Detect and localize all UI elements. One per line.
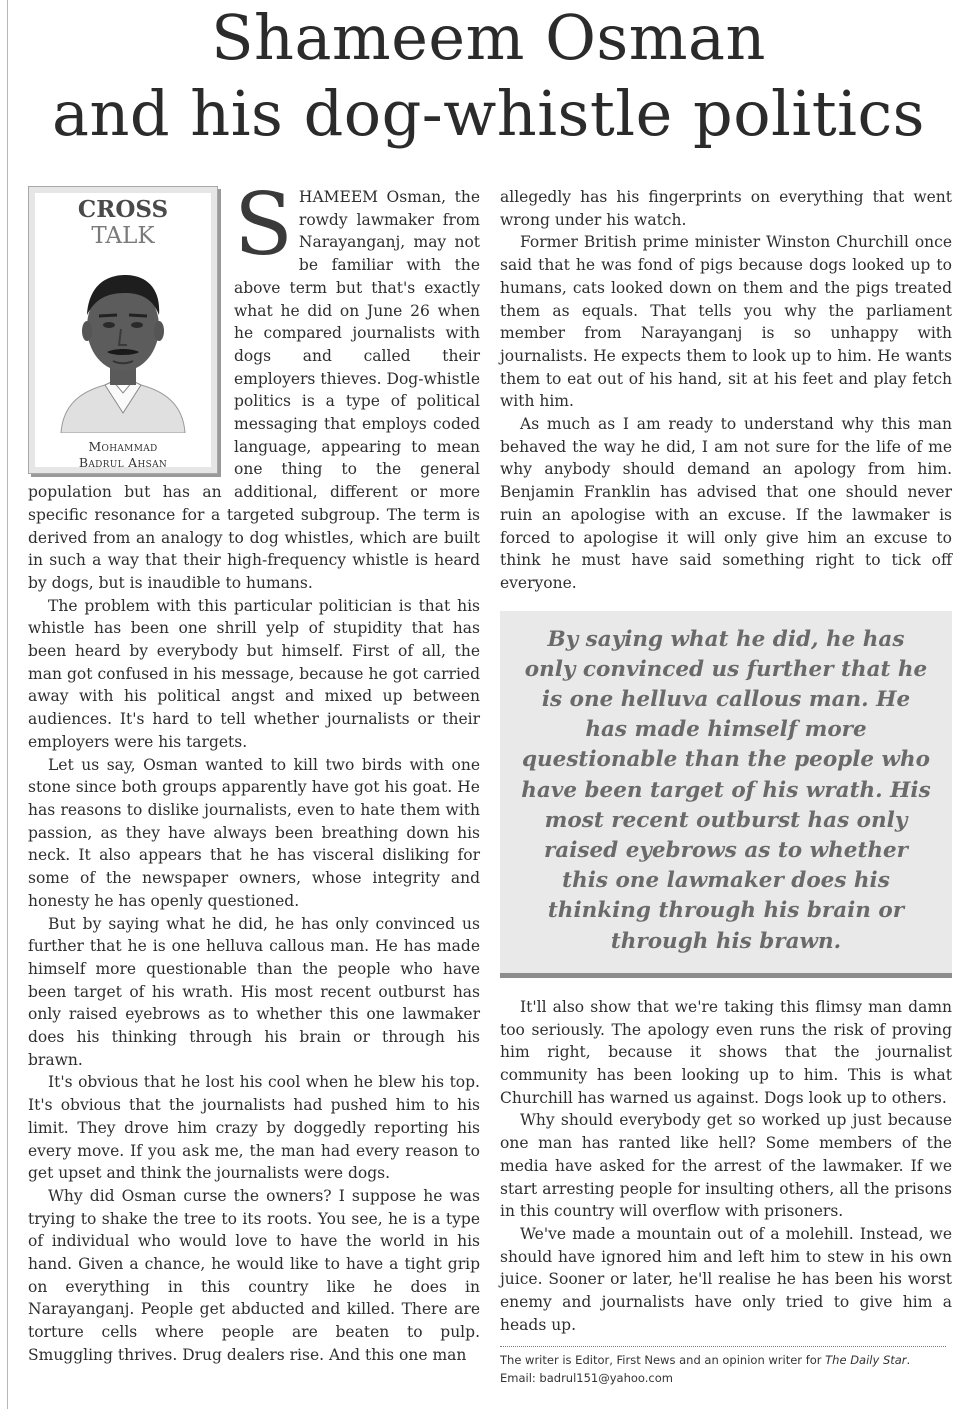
article-column-left — [28, 175, 480, 1367]
paragraph-9: It'll also show that we're taking this flimsy man damn too seriously. The apology even runs the risk of proving him right, because it shows that the journalist community has been looking up to him. This is what Churchill has warned us against. Dogs look up to others. — [500, 997, 952, 1107]
pull-quote: By saying what he did, he has only convinced us further that he is one helluva callous man. He has made himself more questionable than the people who have been target of his wrath. His most recent outburst has only raised eyebrows as to whether this one lawmaker does his thinking through his brain or through his brawn. — [500, 611, 952, 978]
footnote-writer-prefix: The writer is Editor, First News and an opinion writer for — [500, 1353, 826, 1368]
drop-cap: S — [234, 175, 293, 275]
footnote-divider — [500, 1346, 946, 1347]
footnote-writer-suffix: . — [906, 1353, 911, 1368]
paragraph-6-continued: allegedly has his fingerprints on everything that went wrong under his watch. — [500, 188, 952, 229]
paragraph-5: It's obvious that he lost his cool when he blew his top. It's obvious that the journalists had pushed him to his limit. They drove him crazy by doggedly reporting his every move. If you ask me, the man had every reason to get upset and think the journalists were dogs. — [28, 1073, 480, 1183]
author-first-name: Mohammad — [88, 439, 158, 454]
author-portrait — [53, 253, 193, 433]
author-name — [35, 439, 211, 471]
byline-box — [28, 186, 218, 474]
paragraph-4: But by saying what he did, he has only convinced us further that he is one helluva callous man. He has made himself more questionable than the people who have been target of his wrath. His most recent outburst has only raised eyebrows as to whether this one lawmaker does his thinking through his brain or through his brawn. — [28, 914, 480, 1069]
paragraph-8: As much as I am ready to understand why this man behaved the way he did, I am not sure for the life of me why anybody should demand an apology from him. Benjamin Franklin has advised that one should never ruin an apologise with an excuse. If the lawmaker is forced to apologise it will only give him an excuse to think he must have said something right to tick off everyone. — [500, 415, 952, 592]
paragraph-7: Former British prime minister Winston Churchill once said that he was fond of pigs because dogs looked up to humans, cats looked down on them and the pigs treated them as equals. That tells you why the parliament member from Narayanganj is so unhappy with journalists. He expects them to look up to him. He wants them to eat out of his hand, sit at his feet and play fetch with him. — [500, 233, 952, 411]
paragraph-11: We've made a mountain out of a molehill. Instead, we should have ignored him and left him to stew in his own juice. Sooner or later, he'll realise he has been his worst enemy and journalists have only tried to give him a heads up. — [500, 1224, 952, 1334]
article-column-right — [500, 186, 952, 1387]
paragraph-2: The problem with this particular politician is that his whistle has been one shrill yelp of stupidity that has been heard by everybody but himself. First of all, the man got confused in his message, because he got carried away with his political angst and mixed up between audiences. It's hard to tell whether journalists or their employers were his targets. — [28, 596, 480, 751]
paragraph-10: Why should everybody get so worked up just because one man has ranted like hell? Some members of the media have asked for the arrest of the lawmaker. If we start arresting people for insulting others, all the prisons in this country will overflow with prisoners. — [500, 1111, 952, 1221]
footnote-email: Email: badrul151@yahoo.com — [500, 1371, 673, 1386]
paragraph-3: Let us say, Osman wanted to kill two birds with one stone since both groups apparently have got his goat. He has reasons to dislike journalists, even to hate them with passion, as they have always been breathing down his neck. It also appears that he has visceral disliking for some of the newspaper owners, whose integrity and honesty he has openly questioned. — [28, 755, 480, 910]
headline — [10, 0, 967, 152]
column-kicker-cross: CROSS — [77, 196, 169, 223]
column-rule — [7, 0, 8, 1409]
column-kicker-talk: TALK — [91, 223, 155, 249]
headline-line-1: Shameem Osman — [211, 1, 766, 74]
footnote-publication: The Daily Star — [825, 1353, 907, 1368]
byline-inner — [35, 193, 211, 470]
writer-footnote — [500, 1351, 952, 1387]
author-last-name: Badrul Ahsan — [78, 455, 168, 470]
paragraph-1-text: HAMEEM Osman, the rowdy lawmaker from Narayanganj, may not be familiar with the above term but that's exactly what he did on June 26 when he compared journalists with dogs and called their employers thieves. Dog-whistle politics is a type of political messaging that employs coded language, appearing to mean one thing to the general population but has an additional, different or more specific resonance for a targeted subgroup. The term is derived from an analogy to dog whistles, which are built in such a way that their high-frequency whistle is heard by dogs, but is inaudible to humans. — [28, 188, 480, 592]
paragraph-6: Why did Osman curse the owners? I suppose he was trying to shake the tree to its roots. You see, he is a type of individual who would love to have the world in his hand. Given a chance, he would like to have a tight grip on everything in this country like he does in Narayanganj. People get abducted and killed. There are torture cells where people are beaten to pulp. Smuggling thrives. Drug dealers rise. And this one man — [28, 1186, 480, 1364]
headline-line-2: and his dog-whistle politics — [52, 77, 925, 150]
